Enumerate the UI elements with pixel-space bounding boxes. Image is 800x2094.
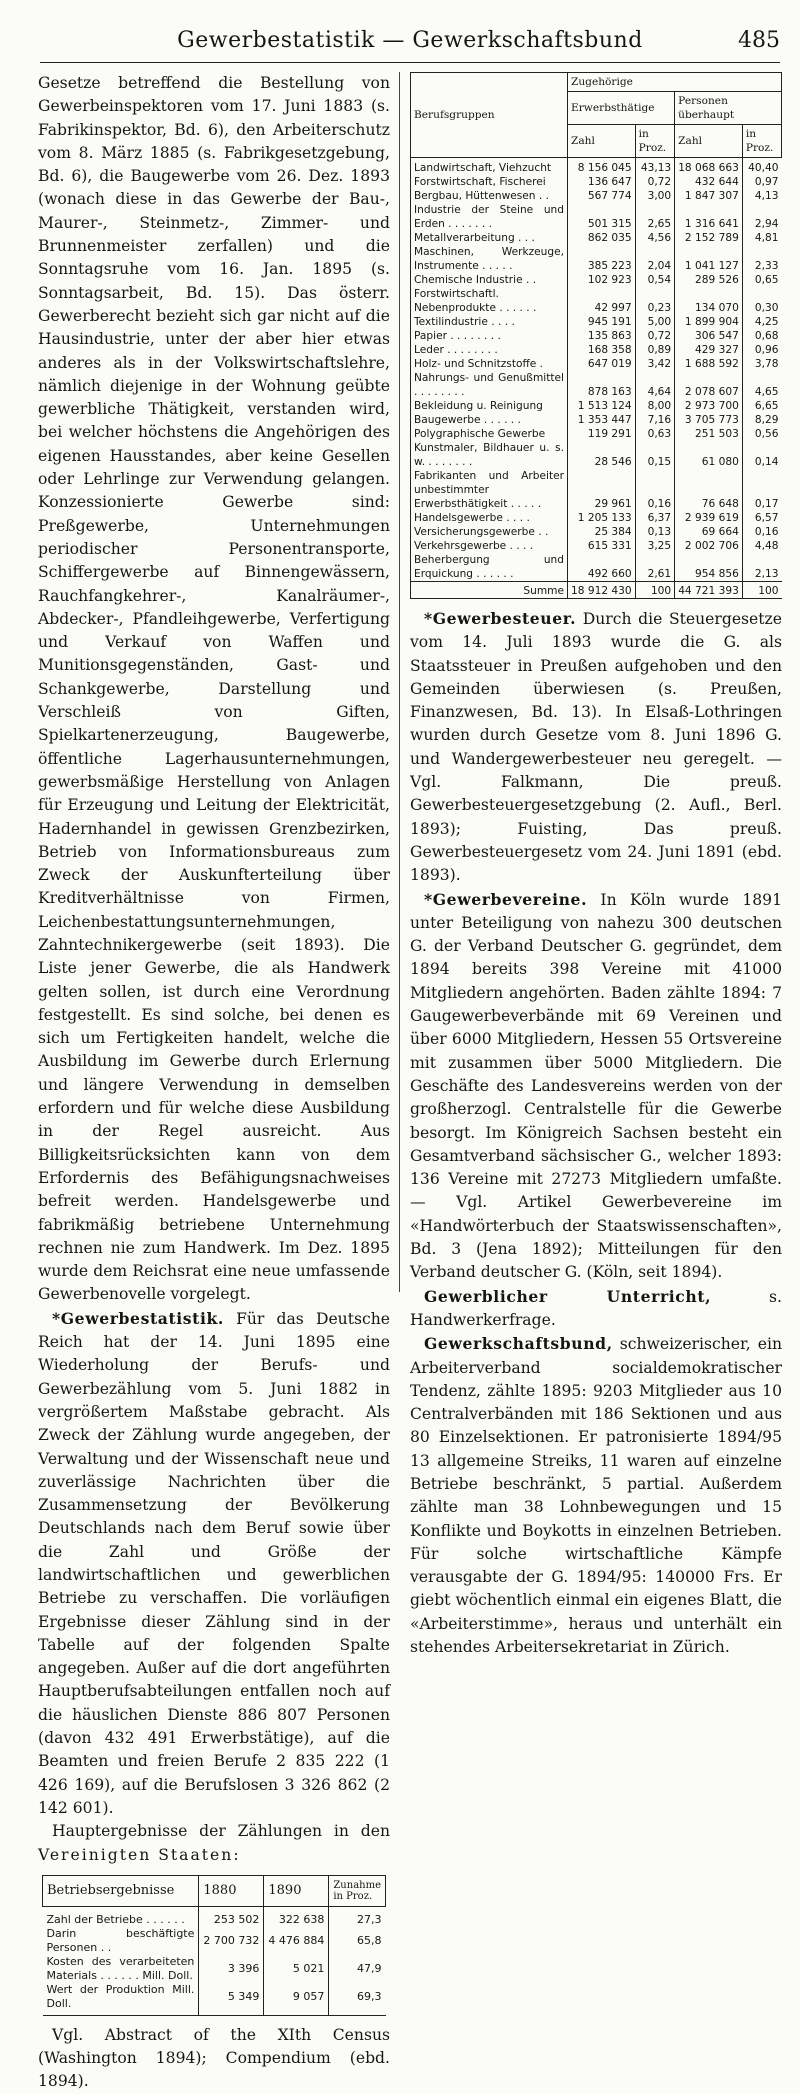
row-label: Nahrungs- und Genußmittel . . . . . . . .	[411, 371, 568, 399]
personen-zahl: 289 526	[675, 273, 743, 287]
col-header-zunahme: Zunahme in Proz.	[329, 1875, 386, 1906]
value-zunahme: 69,3	[329, 1983, 386, 2016]
text-gewerblicher-unterricht: s. Handwerkerfrage.	[410, 1287, 782, 1329]
erwerb-proz: 4,56	[635, 231, 675, 245]
erwerb-proz: 0,23	[635, 287, 675, 315]
us-census-table	[42, 1875, 386, 2016]
text-gewerbevereine: In Köln wurde 1891 unter Beteiligung von nahezu 300 deutschen G. der Verband Deutscher G. gegründet, dem 1894 bereits 398 Vereine mit 41000 Mitgliedern angehörten. Baden zählte 1894: 7 Gaugewerbeverbände mit 69 Vereinen und über 6000 Mitgliedern, Hessen 55 Ortsvereine mit zusammen über 5000 Mitgliedern. Die Geschäfte des Landesvereins werden von der großherzogl. Centralstelle für die Gewerbe besorgt. Im Königreich Sachsen besteht ein Gesamtverband sächsischer G., welcher 1893: 136 Vereine mit 27273 Mitgliedern umfaßte. — Vgl. Artikel Gewerbevereine im «Handwörterbuch der Staatswissenschaften», Bd. 3 (Jena 1892); Mitteilungen für den Verband deutscher G. (Köln, seit 1894).	[410, 890, 782, 1282]
personen-zahl: 76 648	[675, 469, 743, 511]
row-label: Darin beschäftigte Personen . .	[46, 1926, 195, 1954]
col-header-1880: 1880	[199, 1875, 264, 1906]
personen-zahl: 1 041 127	[675, 245, 743, 273]
erwerb-zahl: 385 223	[568, 245, 636, 273]
personen-zahl: 954 856	[675, 553, 743, 582]
paragraph-gewerbestatistik	[38, 1307, 390, 1821]
heading-gewerblicher-unterricht: Gewerblicher Unterricht,	[424, 1286, 712, 1306]
personen-proz: 0,14	[742, 441, 781, 469]
personen-zahl: 69 664	[675, 525, 743, 539]
personen-zahl: 2 973 700	[675, 399, 743, 413]
personen-proz: 0,30	[742, 287, 781, 315]
row-label: Forstwirtschaft, Fischerei	[411, 175, 568, 189]
paragraph-gewerbevereine	[410, 888, 782, 1285]
personen-zahl: 1 316 641	[675, 203, 743, 231]
erwerb-zahl: 119 291	[568, 427, 636, 441]
table-row	[411, 158, 782, 176]
erwerb-zahl: 862 035	[568, 231, 636, 245]
personen-proz: 4,48	[742, 539, 781, 553]
erwerb-proz: 0,54	[635, 273, 675, 287]
col-header-zugehoerige: Zugehörige	[568, 73, 782, 92]
sum-row	[411, 582, 782, 599]
value-1880: 3 396	[199, 1955, 264, 1983]
text-gewerbestatistik: Für das Deutsche Reich hat der 14. Juni 1895 eine Wiederholung der Berufs- und Gewerbezählung vom 5. Juni 1882 in vergrößertem Maßstabe gebracht. Als Zweck der Zählung wurde angegeben, der Verwaltung und der Wissenschaft neue und zuverlässige Nachrichten über die Zusammensetzung der Bevölkerung Deutschlands nach dem Beruf sowie über die Zahl und Größe der landwirtschaftlichen und gewerblichen Betriebe zu verschaffen. Die vorläufigen Ergebnisse dieser Zählung sind in der Tabelle auf der folgenden Spalte angegeben. Außer auf die dort angeführten Hauptberufsabteilungen entfallen noch auf die häuslichen Dienste 886 807 Personen (davon 432 491 Erwerbstätige), auf die Beamten und freien Berufe 2 835 222 (1 426 169), auf die Berufslosen 3 326 862 (2 142 601).	[38, 1309, 390, 1817]
table-row	[43, 1983, 386, 2016]
table-row	[411, 525, 782, 539]
row-label: Kunstmaler, Bildhauer u. s. w. . . . . . . .	[411, 441, 568, 469]
personen-zahl: 1 847 307	[675, 189, 743, 203]
personen-proz: 2,94	[742, 203, 781, 231]
erwerb-zahl: 29 961	[568, 469, 636, 511]
heading-gewerbevereine: *Gewerbevereine.	[424, 889, 588, 909]
erwerb-proz: 4,64	[635, 371, 675, 399]
value-1890: 5 021	[264, 1955, 329, 1983]
table-row	[411, 175, 782, 189]
row-label: Bekleidung u. Reinigung	[411, 399, 568, 413]
personen-proz: 4,25	[742, 315, 781, 329]
text-vereinigte-staaten: Vereinigten Staaten:	[38, 1845, 241, 1864]
value-1890: 322 638	[264, 1906, 329, 1927]
row-label: Versicherungsgewerbe . .	[411, 525, 568, 539]
personen-zahl: 61 080	[675, 441, 743, 469]
erwerb-proz: 43,13	[635, 158, 675, 176]
table-row	[411, 427, 782, 441]
col-header-proz: in Proz.	[635, 125, 675, 158]
running-title: Gewerbestatistik — Gewerkschaftsbund	[177, 28, 643, 53]
erwerb-proz: 2,65	[635, 203, 675, 231]
left-column	[38, 72, 390, 2094]
erwerb-proz: 0,16	[635, 469, 675, 511]
personen-proz: 0,97	[742, 175, 781, 189]
value-1880: 5 349	[199, 1983, 264, 2016]
erwerb-zahl: 567 774	[568, 189, 636, 203]
sum-personen-zahl: 44 721 393	[675, 582, 743, 599]
personen-proz: 4,13	[742, 189, 781, 203]
row-label: Kosten des verarbeiteten Materials . . . . . . Mill. Doll.	[46, 1954, 195, 1982]
personen-zahl: 3 705 773	[675, 413, 743, 427]
row-label: Verkehrsgewerbe . . . .	[411, 539, 568, 553]
erwerb-zahl: 501 315	[568, 203, 636, 231]
personen-zahl: 2 152 789	[675, 231, 743, 245]
value-1880: 253 502	[199, 1906, 264, 1927]
erwerb-proz: 3,25	[635, 539, 675, 553]
text-gewerbesteuer: Durch die Steuergesetze vom 14. Juli 1893 wurde die G. als Staatssteuer in Preußen aufgehoben und den Gemeinden überwiesen (s. Preußen, Finanzwesen, Bd. 13). In Elsaß-Lothringen wurden durch Gesetze vom 8. Juni 1896 G. und Wandergewerbesteuer neu geregelt. — Vgl. Falkmann, Die preuß. Gewerbesteuergesetzgebung (2. Aufl., Berl. 1893); Fuisting, Das preuß. Gewerbesteuergesetz vom 24. Juni 1891 (ebd. 1893).	[410, 610, 782, 885]
table-row	[411, 189, 782, 203]
column-divider	[399, 72, 400, 1292]
erwerb-zahl: 8 156 045	[568, 158, 636, 176]
row-label: Landwirtschaft, Viehzucht	[411, 158, 568, 176]
erwerb-zahl: 615 331	[568, 539, 636, 553]
personen-zahl: 432 644	[675, 175, 743, 189]
heading-gewerbesteuer: *Gewerbesteuer.	[424, 609, 577, 628]
row-label: Fabrikanten und Arbeiter unbestimmter Erwerbsthätigkeit . . . . .	[411, 469, 568, 511]
erwerb-proz: 0,63	[635, 427, 675, 441]
erwerb-zahl: 878 163	[568, 371, 636, 399]
heading-gewerbestatistik: *Gewerbestatistik.	[52, 1308, 224, 1328]
row-label: Beherbergung und Erquickung . . . . . .	[411, 553, 568, 582]
berufsgruppen-table	[410, 72, 782, 599]
heading-gewerkschaftsbund: Gewerkschaftsbund,	[424, 1334, 613, 1354]
row-label: Forstwirtschaftl. Nebenprodukte . . . . . .	[411, 287, 568, 315]
table-row	[411, 245, 782, 273]
personen-proz: 0,16	[742, 525, 781, 539]
table-row	[43, 1927, 386, 1955]
erwerb-zahl: 135 863	[568, 329, 636, 343]
value-zunahme: 47,9	[329, 1955, 386, 1983]
personen-zahl: 18 068 663	[675, 158, 743, 176]
col-header-zahl: Zahl	[675, 125, 743, 158]
personen-proz: 6,65	[742, 399, 781, 413]
paragraph-gewerbegesetze: Gesetze betreffend die Bestellung von Gewerbeinspektoren vom 17. Juni 1883 (s. Fabrikinspektor, Bd. 6), den Arbeiterschutz vom 8. März 1885 (s. Fabrikgesetzgebung, Bd. 6), die Baugewerbe vom 26. Dez. 1893 (wonach diese in das Gewerbe der Bau-, Maurer-, Steinmetz-, Zimmer- und Brunnenmeister zerfallen) und die Sonntagsruhe vom 16. Jan. 1895 (s. Sonntagsarbeit, Bd. 15). Das österr. Gewerberecht bezieht sich gar nicht auf die Hausindustrie, unter der aber hier etwas anderes als in der Volkswirtschaftslehre, nämlich diejenige in der Wohnung geübte gewerbliche Thätigkeit, verstanden wird, bei welcher höchstens die Angehörigen des eigenen Hausstandes, aber keine Gesellen oder Lehrlinge zur Verwendung gelangen. Konzessionierte Gewerbe sind: Preßgewerbe, Unternehmungen periodischer Personentransporte, Schiffergewerbe auf Binnengewässern, Rauchfangkehrer-, Kanalräumer-, Abdecker-, Pfandleihgewerbe, Verfertigung und Verkauf von Waffen und Munitionsgegenständen, Gast- und Schankgewerbe, Darstellung und Verschleiß von Giften, Spielkartenerzeugung, Baugewerbe, öffentliche Lagerhausunternehmungen, gewerbsmäßige Herstellung von Anlagen für Erzeugung und Leitung der Elektricität, Hadernhandel in gewissen Grenzbezirken, Betrieb von Informationsbureaus zum Zweck der Auskunfterteilung über Kreditverhältnisse von Firmen, Leichenbestattungsunternehmungen, Zahntechnikergewerbe (seit 1893). Die Liste jener Gewerbe, die als Handwerk gelten sollen, ist durch eine Verordnung festgestellt. Es sind solche, bei denen es sich um Fertigkeiten handelt, welche die Ausbildung im Gewerbe durch Erlernung und längere Verwendung in demselben erfordern und für welche diese Ausbildung in der Regel ausreicht. Aus Billigkeitsrücksichten kann von dem Erfordernis des Befähigungsnachweises befreit werden. Handelsgewerbe und fabrikmäßig betriebene Unternehmung rechnen nie zum Handwerk. Im Dez. 1895 wurde dem Reichsrat eine neue umfassende Gewerbenovelle vorgelegt.	[38, 74, 390, 1304]
row-label: Textilindustrie . . . .	[411, 315, 568, 329]
personen-zahl: 1 688 592	[675, 357, 743, 371]
value-1880: 2 700 732	[199, 1927, 264, 1955]
col-header-betriebsergebnisse: Betriebsergebnisse	[43, 1875, 199, 1906]
table-row	[411, 469, 782, 511]
erwerb-proz: 2,61	[635, 553, 675, 582]
personen-zahl: 2 078 607	[675, 371, 743, 399]
personen-zahl: 2 939 619	[675, 511, 743, 525]
personen-proz: 0,17	[742, 469, 781, 511]
table-row	[43, 1906, 386, 1927]
table-row	[411, 441, 782, 469]
sum-personen-proz: 100	[742, 582, 781, 599]
row-label: Zahl der Betriebe . . . . . .	[46, 1912, 185, 1926]
erwerb-proz: 2,04	[635, 245, 675, 273]
erwerb-zahl: 492 660	[568, 553, 636, 582]
sum-erwerb-zahl: 18 912 430	[568, 582, 636, 599]
personen-proz: 4,65	[742, 371, 781, 399]
erwerb-zahl: 42 997	[568, 287, 636, 315]
erwerb-proz: 0,72	[635, 329, 675, 343]
paragraph-gewerkschaftsbund	[410, 1332, 782, 1659]
table-row	[411, 273, 782, 287]
personen-proz: 6,57	[742, 511, 781, 525]
erwerb-zahl: 945 191	[568, 315, 636, 329]
row-label: Holz- und Schnitzstoffe .	[411, 357, 568, 371]
personen-proz: 0,65	[742, 273, 781, 287]
erwerb-zahl: 102 923	[568, 273, 636, 287]
page-header	[40, 20, 780, 63]
row-label: Chemische Industrie . .	[411, 273, 568, 287]
erwerb-zahl: 28 546	[568, 441, 636, 469]
row-label: Industrie der Steine und Erden . . . . . . .	[411, 203, 568, 231]
paragraph-gewerblicher-unterricht	[410, 1285, 782, 1333]
personen-proz: 4,81	[742, 231, 781, 245]
col-header-personen: Personen überhaupt	[675, 92, 782, 125]
personen-zahl: 2 002 706	[675, 539, 743, 553]
table-row	[411, 539, 782, 553]
personen-zahl: 306 547	[675, 329, 743, 343]
row-label: Polygraphische Gewerbe	[411, 427, 568, 441]
value-1890: 4 476 884	[264, 1927, 329, 1955]
table-row	[411, 287, 782, 315]
erwerb-zahl: 1 353 447	[568, 413, 636, 427]
row-label: Bergbau, Hüttenwesen . .	[411, 189, 568, 203]
text-gewerkschaftsbund: schweizerischer, ein Arbeiterverband socialdemokratischer Tendenz, zählte 1895: 9203 Mitglieder aus 10 Centralverbänden mit 186 Sektionen und aus 80 Einzelsektionen. Er patronisierte 1894/95 13 allgemeine Streiks, 11 waren auf einzelne Betriebe beschränkt, 5 partial. Außerdem zählte man 38 Lohnbewegungen und 15 Konflikte und Boykotts in einzelnen Betrieben. Für solche wirtschaftliche Kämpfe verausgabte der G. 1894/95: 140000 Frs. Er giebt wöchentlich einmal ein eigenes Blatt, die «Arbeiterstimme», heraus und unterhält ein stehendes Arbeitersekretariat in Zürich.	[410, 1335, 782, 1657]
erwerb-zahl: 647 019	[568, 357, 636, 371]
row-label: Handelsgewerbe . . . .	[411, 511, 568, 525]
table-row	[411, 371, 782, 399]
table-row	[411, 329, 782, 343]
personen-zahl: 429 327	[675, 343, 743, 357]
text-hauptergebnisse: Hauptergebnisse der Zählungen in den	[52, 1822, 390, 1841]
erwerb-proz: 6,37	[635, 511, 675, 525]
table-row	[411, 203, 782, 231]
table-row	[43, 1955, 386, 1983]
sum-erwerb-proz: 100	[635, 582, 675, 599]
row-label: Metallverarbeitung . . .	[411, 231, 568, 245]
erwerb-proz: 0,89	[635, 343, 675, 357]
personen-proz: 2,33	[742, 245, 781, 273]
col-header-1890: 1890	[264, 1875, 329, 1906]
personen-proz: 8,29	[742, 413, 781, 427]
erwerb-proz: 5,00	[635, 315, 675, 329]
erwerb-zahl: 1 513 124	[568, 399, 636, 413]
row-label: Leder . . . . . . . .	[411, 343, 568, 357]
col-header-proz: in Proz.	[742, 125, 781, 158]
personen-proz: 0,96	[742, 343, 781, 357]
erwerb-proz: 8,00	[635, 399, 675, 413]
erwerb-zahl: 1 205 133	[568, 511, 636, 525]
personen-proz: 40,40	[742, 158, 781, 176]
col-header-zahl: Zahl	[568, 125, 636, 158]
erwerb-zahl: 25 384	[568, 525, 636, 539]
personen-proz: 3,78	[742, 357, 781, 371]
right-column	[410, 72, 782, 1659]
table-row	[411, 315, 782, 329]
row-label: Wert der Produktion Mill. Doll.	[46, 1982, 195, 2010]
erwerb-proz: 7,16	[635, 413, 675, 427]
personen-zahl: 134 070	[675, 287, 743, 315]
personen-zahl: 1 899 904	[675, 315, 743, 329]
value-1890: 9 057	[264, 1983, 329, 2016]
erwerb-proz: 0,15	[635, 441, 675, 469]
erwerb-zahl: 168 358	[568, 343, 636, 357]
row-label: Baugewerbe . . . . . .	[411, 413, 568, 427]
paragraph-gewerbesteuer	[410, 607, 782, 888]
table-row	[411, 413, 782, 427]
personen-proz: 0,56	[742, 427, 781, 441]
erwerb-proz: 0,13	[635, 525, 675, 539]
personen-proz: 2,13	[742, 553, 781, 582]
paragraph-vereinigte-staaten	[38, 1820, 390, 1867]
erwerb-zahl: 136 647	[568, 175, 636, 189]
erwerb-proz: 0,72	[635, 175, 675, 189]
page-number: 485	[738, 28, 780, 53]
value-zunahme: 65,8	[329, 1927, 386, 1955]
table-row	[411, 511, 782, 525]
table-row	[411, 231, 782, 245]
sum-label: Summe	[411, 582, 568, 599]
col-header-erwerbsthaetige: Erwerbsthätige	[568, 92, 675, 125]
table-row	[411, 399, 782, 413]
erwerb-proz: 3,42	[635, 357, 675, 371]
row-label: Maschinen, Werkzeuge, Instrumente . . . . .	[411, 245, 568, 273]
erwerb-proz: 3,00	[635, 189, 675, 203]
table-row	[411, 343, 782, 357]
col-header-berufsgruppen: Berufsgruppen	[411, 73, 568, 158]
row-label: Papier . . . . . . . .	[411, 329, 568, 343]
table-row	[411, 357, 782, 371]
value-zunahme: 27,3	[329, 1906, 386, 1927]
table-row	[411, 553, 782, 582]
personen-proz: 0,68	[742, 329, 781, 343]
paragraph-abstract-census: Vgl. Abstract of the XIth Census (Washington 1894); Compendium (ebd. 1894).	[38, 2025, 390, 2091]
personen-zahl: 251 503	[675, 427, 743, 441]
